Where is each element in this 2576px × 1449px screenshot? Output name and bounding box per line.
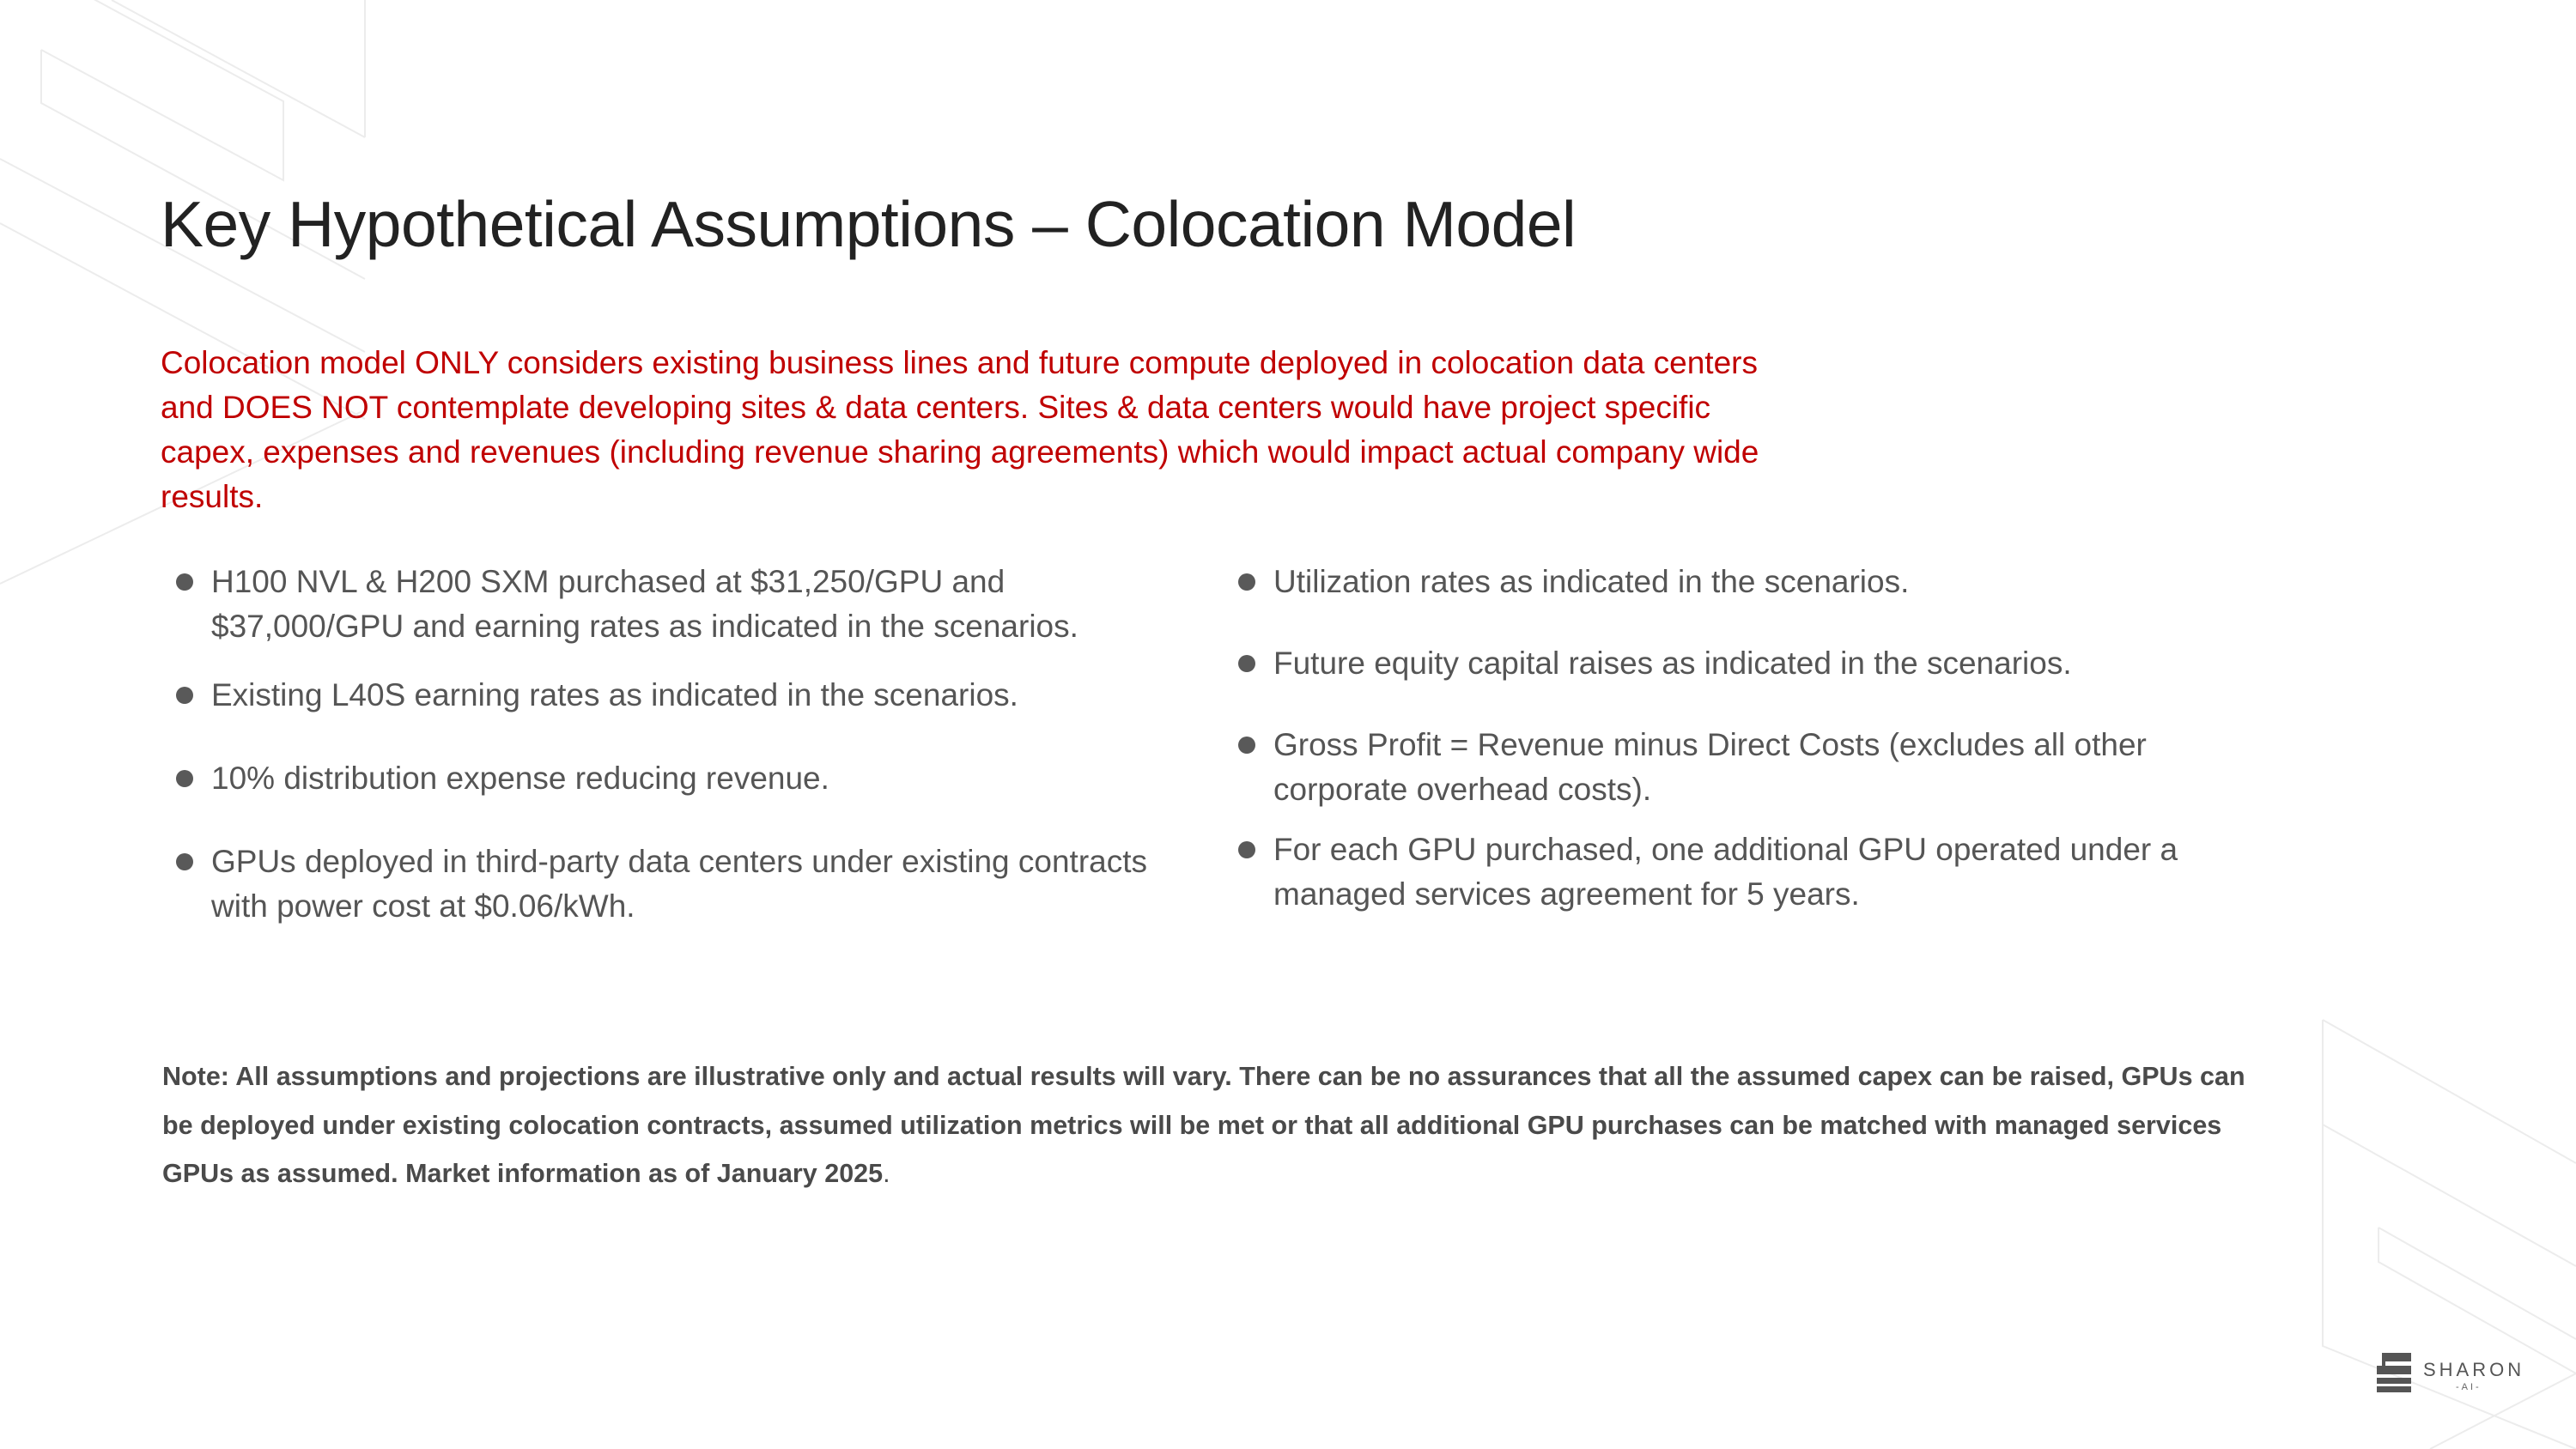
list-item xyxy=(1234,723,2264,812)
sharon-ai-logo xyxy=(2372,1348,2526,1396)
list-item xyxy=(1234,828,2264,917)
bullet-text: H100 NVL & H200 SXM purchased at $31,250/GPU and $37,000/GPU and earning rates as indicated in the scenarios. xyxy=(211,564,1078,644)
bullet-icon xyxy=(176,853,193,870)
bullet-icon xyxy=(176,770,193,787)
assumptions-right-list xyxy=(1234,560,2264,917)
bullet-text: For each GPU purchased, one additional GPU operated under a managed services agreement for 5 years. xyxy=(1273,832,2178,912)
bullet-icon xyxy=(1238,655,1255,672)
bullet-icon xyxy=(1238,737,1255,754)
list-item xyxy=(172,756,1168,801)
bullet-text: 10% distribution expense reducing revenue. xyxy=(211,761,829,796)
bullet-text: GPUs deployed in third-party data centers under existing contracts with power cost at $0.06/kWh. xyxy=(211,844,1148,924)
footnote-text: Note: All assumptions and projections are illustrative only and actual results will vary. There can be no assurances that all the assumed capex can be raised, GPUs can be deployed under existing colocation contracts, assumed utilization metrics will be met or that all additional GPU purchases can be matched with managed services GPUs as assumed. Market information as of January 2025 xyxy=(162,1062,2245,1188)
colocation-disclaimer: Colocation model ONLY considers existing business lines and future compute deployed in colocation data centers and DOES NOT contemplate developing sites & data centers. Sites & data centers would have project specific capex, expenses and revenues (including revenue sharing agreements) which would impact actual company wide results. xyxy=(161,345,1759,514)
bullet-text: Utilization rates as indicated in the scenarios. xyxy=(1273,564,1910,599)
list-item xyxy=(172,840,1168,929)
list-item xyxy=(172,673,1168,718)
assumptions-left-list xyxy=(172,560,1168,929)
list-item xyxy=(1234,641,2264,686)
bullet-text: Future equity capital raises as indicated in the scenarios. xyxy=(1273,646,2072,681)
bullet-icon xyxy=(176,573,193,591)
bullet-text: Gross Profit = Revenue minus Direct Costs (excludes all other corporate overhead costs). xyxy=(1273,727,2147,807)
bullet-icon xyxy=(1238,841,1255,858)
bullet-icon xyxy=(176,687,193,704)
list-item xyxy=(172,560,1168,649)
footnote xyxy=(162,1052,2249,1198)
logo-subtext: -AI- xyxy=(2456,1382,2482,1392)
footnote-tail: . xyxy=(883,1159,890,1188)
bullet-text: Existing L40S earning rates as indicated in the scenarios. xyxy=(211,677,1018,712)
bullet-icon xyxy=(1238,573,1255,591)
logo-wordmark: SHARON xyxy=(2423,1359,2525,1380)
list-item xyxy=(1234,560,2264,604)
page-title: Key Hypothetical Assumptions – Colocation Model xyxy=(161,188,1577,260)
sharon-ai-logo-icon xyxy=(2375,1351,2413,1392)
